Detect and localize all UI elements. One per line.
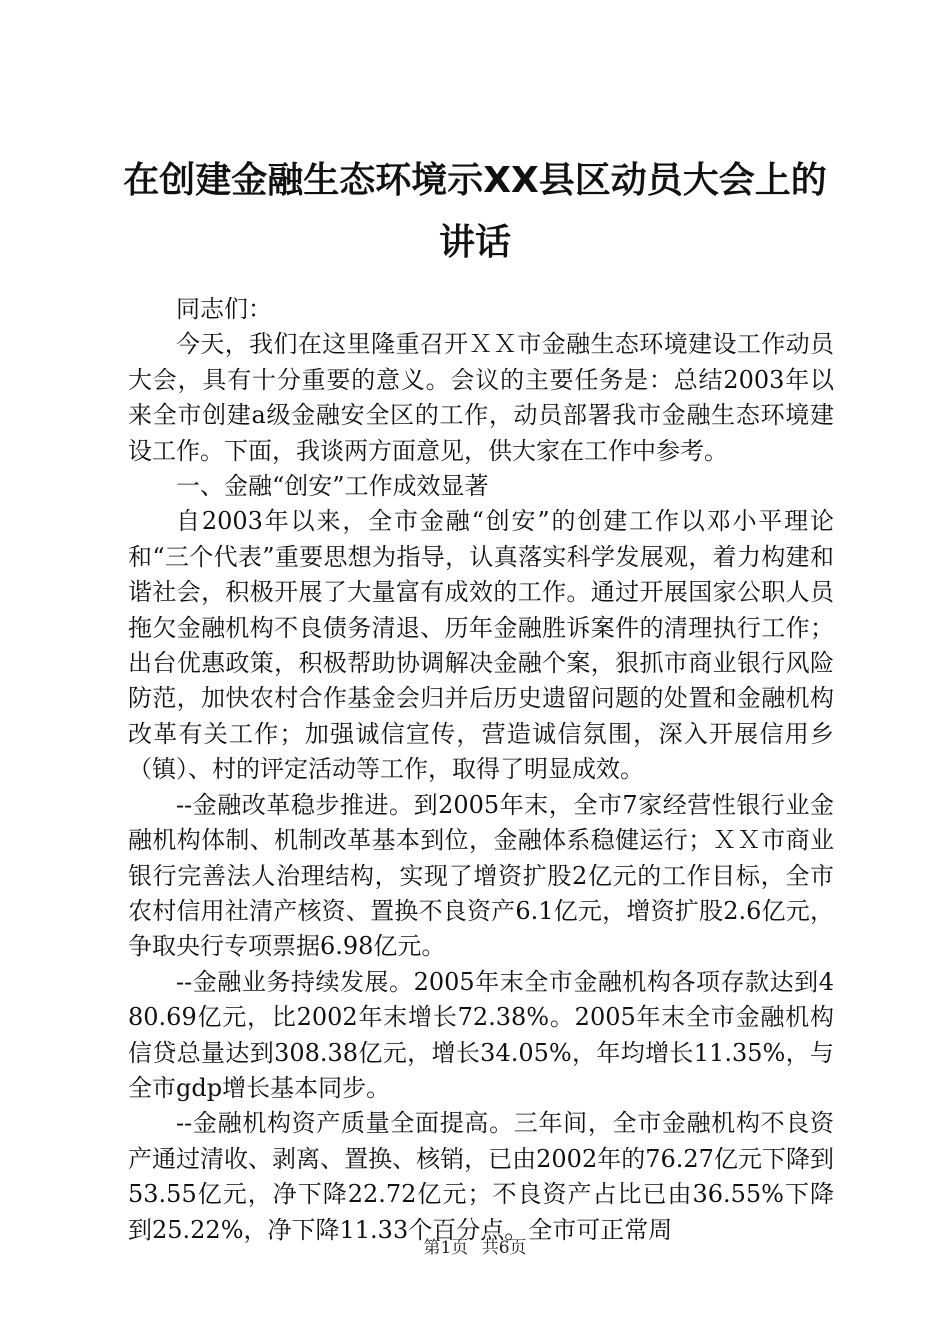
document-title-line-2: 讲话 — [438, 222, 511, 263]
paragraph-intro: 今天，我们在这里隆重召开ＸＸ市金融生态环境建设工作动员大会，具有十分重要的意义。会议的主要任务是：总结2003年以来全市创建a级金融安全区的工作，动员部署我市金融生态环境建设工作。下面，我谈两方面意见，供大家在工作中参考。 — [128, 330, 834, 465]
paragraph-reform: --金融改革稳步推进。到2005年末，全市7家经营性银行业金融机构体制、机制改革基本到位，金融体系稳健运行；ＸＸ市商业银行完善法人治理结构，实现了增资扩股2亿元的工作目标，全市农村信用社清产核资、置换不良资产6.1亿元，增资扩股2.6亿元，争取央行专项票据6.98亿元。 — [128, 790, 834, 961]
section-heading: 一、金融“创安”工作成效显著 — [176, 472, 489, 501]
paragraph-business: --金融业务持续发展。2005年末全市金融机构各项存款达到480.69亿元，比2002年末增长72.38%。2005年末全市金融机构信贷总量达到308.38亿元，增长34.05%，年均增长11.35%，与全市gdp增长基本同步。 — [128, 967, 834, 1102]
paragraph-asset-quality: --金融机构资产质量全面提高。三年间，全市金融机构不良资产通过清收、剥离、置换、核销，已由2002年的76.27亿元下降到53.55亿元，净下降22.72亿元；不良资产占比已由36.55%下降到25.22%，净下降11.33个百分点。全市可正常周 — [128, 1109, 834, 1244]
page-total: 共6页 — [481, 1238, 527, 1258]
page-number: 第1页 — [423, 1238, 469, 1258]
paragraph-overview: 自2003年以来，全市金融“创安”的创建工作以邓小平理论和“三个代表”重要思想为指导，认真落实科学发展观，着力构建和谐社会，积极开展了大量富有成效的工作。通过开展国家公职人员拖欠金融机构不良债务清退、历年金融胜诉案件的清理执行工作；出台优惠政策，积极帮助协调解决金融个案，狠抓市商业银行风险防范，加快农村合作基金会归并后历史遗留问题的处置和金融机构改革有关工作；加强诚信宣传，营造诚信氛围，深入开展信用乡（镇）、村的评定活动等工作，取得了明显成效。 — [128, 507, 834, 784]
page-footer — [0, 1236, 950, 1260]
document-body — [128, 292, 834, 1248]
salutation: 同志们： — [176, 295, 272, 323]
document-title-line-1: 在创建金融生态环境示XX县区动员大会上的 — [123, 160, 827, 201]
